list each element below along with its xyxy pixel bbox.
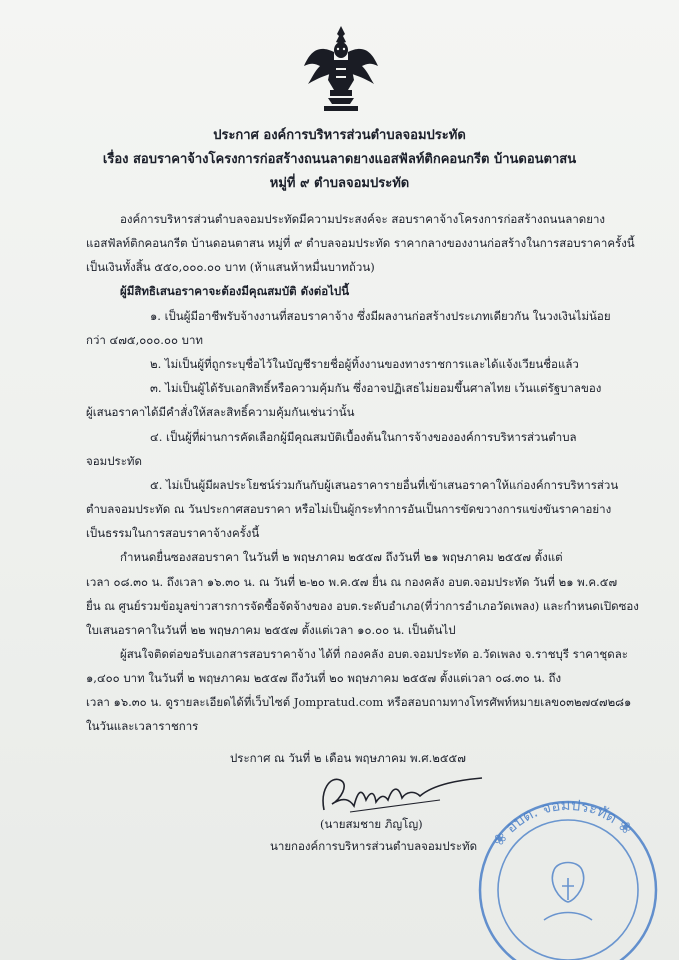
official-stamp-icon: [458, 790, 678, 960]
announcement-subject: เรื่อง สอบราคาจ้างโครงการก่อสร้างถนนลาดยางแอสฟัลท์ติกคอนกรีต บ้านดอนตาสน: [102, 152, 577, 167]
announcement-title: ประกาศ องค์การบริหารส่วนตำบลจอมประทัด: [213, 128, 466, 143]
qualification-item-3-cont: ผู้เสนอราคาได้มีคำสั่งให้สละสิทธิ์ความคุ้มกันเช่นว่านั้น: [86, 405, 355, 419]
intro-line-1: องค์การบริหารส่วนตำบลจอมประทัดมีความประสงค์จะ สอบราคาจ้างโครงการก่อสร้างถนนลาดยาง: [120, 212, 606, 226]
garuda-emblem-icon: [298, 22, 384, 114]
signer-title: นายกองค์การบริหารส่วนตำบลจอมประทัด: [270, 839, 478, 853]
contact-line-4: ในวันและเวลาราชการ: [86, 719, 199, 733]
qualification-item-4-cont: จอมประทัด: [86, 454, 142, 468]
schedule-line-2: เวลา ๐๘.๓๐ น. ถึงเวลา ๑๖.๓๐ น. ณ วันที่ ๒-๒๐ พ.ค.๕๗ ยื่น ณ กองคลัง อบต.จอมประทัด วันที่ ๒๑ พ.ค.๕๗: [86, 575, 618, 589]
qualification-item-5-cont-2: เป็นธรรมในการสอบราคาจ้างครั้งนี้: [86, 526, 260, 540]
qualification-item-4: ๔. เป็นผู้ที่ผ่านการคัดเลือกผู้มีคุณสมบัติเบื้องต้นในการจ้างขององค์การบริหารส่วนตำบล: [150, 430, 577, 444]
contact-line-2: ๑,๔๐๐ บาท ในวันที่ ๒ พฤษภาคม ๒๕๕๗ ถึงวันที่ ๒๐ พฤษภาคม ๒๕๕๗ ตั้งแต่เวลา ๐๘.๓๐ น. ถึง: [86, 671, 562, 685]
qualification-item-1-cont: กว่า ๔๗๕,๐๐๐.๐๐ บาท: [86, 333, 203, 347]
qualification-item-2: ๒. ไม่เป็นผู้ที่ถูกระบุชื่อไว้ในบัญชีรายชื่อผู้ทิ้งงานของทางราชการและได้แจ้งเวียนชื่อแล้ว: [150, 357, 579, 371]
contact-line-3: เวลา ๑๖.๓๐ น. ดูรายละเอียดได้ที่เว็บไซต์ Jompratud.com หรือสอบถามทางโทรศัพท์หมายเลข๐๓๒๗๔๗๒๘๑: [86, 695, 632, 709]
announcement-date: ประกาศ ณ วันที่ ๒ เดือน พฤษภาคม พ.ศ.๒๕๕๗: [230, 751, 466, 765]
schedule-line-4: ใบเสนอราคาในวันที่ ๒๒ พฤษภาคม ๒๕๕๗ ตั้งแต่เวลา ๑๐.๐๐ น. เป็นต้นไป: [86, 623, 456, 637]
contact-line-1: ผู้สนใจติดต่อขอรับเอกสารสอบราคาจ้าง ได้ที่ กองคลัง อบต.จอมประทัด อ.วัดเพลง จ.ราชบุรี ราคาชุดละ: [120, 647, 628, 661]
announcement-subject-location: หมู่ที่ ๙ ตำบลจอมประทัด: [269, 176, 410, 191]
qualification-item-5: ๕. ไม่เป็นผู้มีผลประโยชน์ร่วมกันกับผู้เสนอราคารายอื่นที่เข้าเสนอราคาให้แก่องค์การบริหารส่วน: [150, 478, 619, 492]
qualification-item-3: ๓. ไม่เป็นผู้ได้รับเอกสิทธิ์หรือความคุ้มกัน ซึ่งอาจปฏิเสธไม่ยอมขึ้นศาลไทย เว้นแต่รัฐบาลของ: [150, 381, 602, 395]
signer-name: (นายสมชาย ภิญโญ): [320, 817, 423, 831]
qualification-item-5-cont-1: ตำบลจอมประทัด ณ วันประกาศสอบราคา หรือไม่เป็นผู้กระทำการอันเป็นการขัดขวางการแข่งขันราคาอย่าง: [86, 502, 612, 516]
qualification-item-1: ๑. เป็นผู้มีอาชีพรับจ้างงานที่สอบราคาจ้าง ซึ่งมีผลงานก่อสร้างประเภทเดียวกัน ในวงเงินไม่น้อย: [150, 309, 611, 323]
svg-text:❀ อบต. จอมประทัด ❀: ❀ อบต. จอมประทัด ❀: [489, 795, 636, 850]
qualifications-heading: ผู้มีสิทธิเสนอราคาจะต้องมีคุณสมบัติ ดังต่อไปนี้: [120, 284, 350, 298]
schedule-line-1: กำหนดยื่นซองสอบราคา ในวันที่ ๒ พฤษภาคม ๒๕๕๗ ถึงวันที่ ๒๑ พฤษภาคม ๒๕๕๗ ตั้งแต่: [120, 550, 563, 564]
schedule-line-3: ยื่น ณ ศูนย์รวมข้อมูลข่าวสารการจัดซื้อจัดจ้างของ อบต.ระดับอำเภอ(ที่ว่าการอำเภอวัดเพลง) และกำหนดเปิดซอง: [86, 599, 639, 613]
intro-line-2: แอสฟัลท์ติกคอนกรีต บ้านดอนตาสน หมู่ที่ ๙ ตำบลจอมประทัด ราคากลางของงานก่อสร้างในการสอบราคาครั้งนี้: [86, 236, 635, 250]
intro-line-3: เป็นเงินทั้งสิ้น ๕๕๐,๐๐๐.๐๐ บาท (ห้าแสนห้าหมื่นบาทถ้วน): [86, 260, 375, 274]
